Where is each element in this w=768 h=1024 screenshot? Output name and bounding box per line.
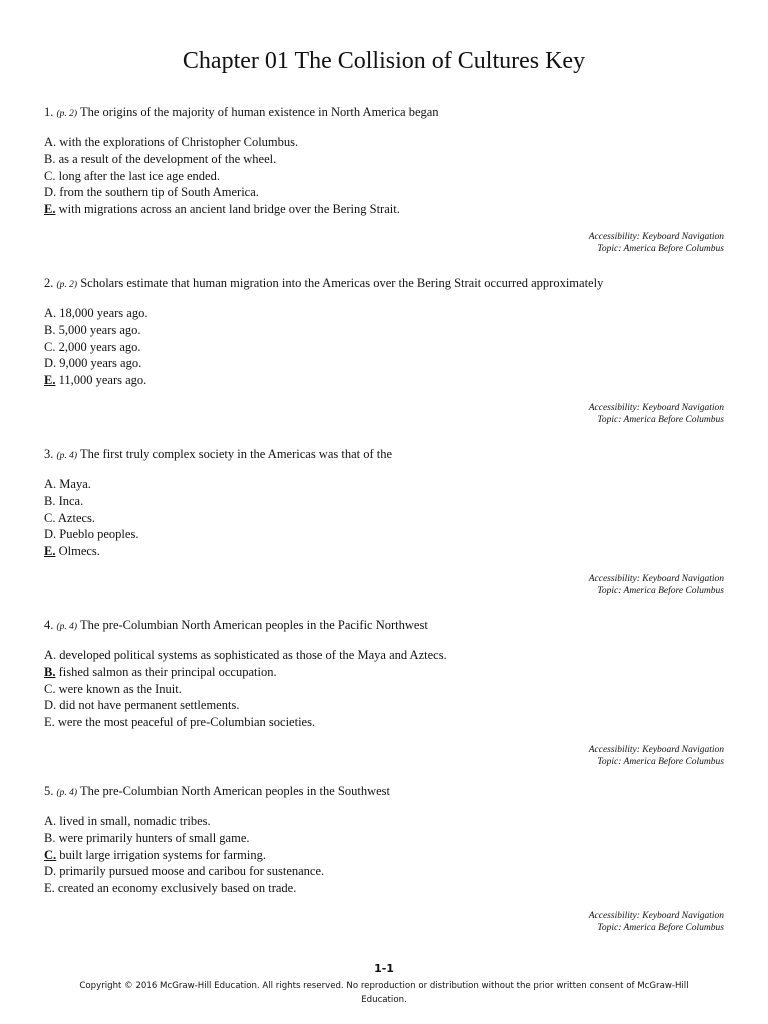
page-reference: (p. 4) [56,622,78,632]
question-number: 2. [44,276,54,290]
question-stem [44,275,724,293]
answer-option-b [44,664,724,681]
answer-option-a [44,647,724,664]
answer-option-e [44,714,724,731]
option-text: built large irrigation systems for farming. [59,847,266,862]
question-text: The pre-Columbian North American peoples in the Pacific Northwest [79,618,428,632]
option-letter: A. [44,135,57,149]
question-3 [44,446,724,597]
correct-answer-letter: E. [44,544,56,559]
question-number: 5. [44,784,54,798]
page-reference: (p. 2) [56,109,78,119]
question-5 [44,783,724,934]
option-text: 5,000 years ago. [58,322,141,337]
correct-answer-letter: C. [44,847,57,862]
question-stem [44,617,724,635]
answer-option-e [44,201,724,218]
page-reference: (p. 4) [56,451,78,461]
answer-option-e [44,372,724,389]
answer-options [44,647,724,731]
answer-option-d [44,526,724,543]
topic-tag: Topic: America Before Columbus [597,414,724,425]
option-letter: D. [44,698,57,713]
option-letter: D. [44,527,57,542]
question-text: The first truly complex society in the Americas was that of the [79,447,393,461]
option-text: with the explorations of Christopher Columbus. [59,135,299,149]
option-text: were the most peaceful of pre-Columbian societies. [57,715,316,730]
question-2 [44,275,724,426]
answer-option-b [44,151,724,168]
option-letter: A. [44,477,57,491]
option-letter: A. [44,648,57,662]
option-text: long after the last ice age ended. [58,168,220,183]
answer-option-a [44,813,724,830]
correct-answer-letter: B. [44,664,56,679]
option-text: lived in small, nomadic tribes. [59,814,211,828]
option-text: 2,000 years ago. [58,339,141,354]
answer-option-b [44,493,724,510]
answer-option-b [44,830,724,847]
option-text: 11,000 years ago. [58,373,147,388]
question-metadata [44,573,724,597]
option-text: Olmecs. [58,544,100,559]
correct-answer-letter: E. [44,373,56,388]
answer-option-e [44,880,724,897]
answer-options [44,476,724,560]
option-letter: B. [44,493,56,508]
answer-options [44,305,724,389]
option-text: did not have permanent settlements. [59,698,240,713]
question-metadata [44,910,724,934]
page-reference: (p. 2) [56,280,78,290]
accessibility-tag: Accessibility: Keyboard Navigation [588,744,724,755]
option-letter: D. [44,864,57,879]
option-text: 9,000 years ago. [59,356,142,371]
answer-option-d [44,355,724,372]
answer-option-e [44,543,724,560]
answer-option-c [44,510,724,527]
answer-option-a [44,476,724,493]
option-letter: B. [44,830,56,845]
page-reference: (p. 4) [56,788,78,798]
correct-answer-letter: E. [44,202,56,217]
topic-tag: Topic: America Before Columbus [597,756,724,767]
option-letter: C. [44,168,56,183]
question-text: The pre-Columbian North American peoples in the Southwest [79,784,390,798]
copyright-notice: Copyright © 2016 McGraw-Hill Education. All rights reserved. No reproduction or distribution without the prior written consent of McGraw-Hill Education. [79,981,689,1005]
question-metadata [44,231,724,255]
accessibility-tag: Accessibility: Keyboard Navigation [588,231,724,242]
option-letter: C. [44,681,56,696]
answer-option-d [44,184,724,201]
topic-tag: Topic: America Before Columbus [597,243,724,254]
option-letter: E. [44,881,55,896]
option-text: were known as the Inuit. [58,681,182,696]
question-4 [44,617,724,768]
option-text: from the southern tip of South America. [59,185,259,200]
option-letter: D. [44,356,57,371]
option-text: as a result of the development of the wheel. [58,151,277,166]
option-letter: B. [44,151,56,166]
answer-options [44,134,724,218]
answer-option-d [44,863,724,880]
answer-option-c [44,168,724,185]
option-text: Pueblo peoples. [59,527,139,542]
answer-option-a [44,134,724,151]
option-text: created an economy exclusively based on trade. [57,881,297,896]
question-number: 4. [44,618,54,632]
question-number: 1. [44,105,54,119]
question-metadata [44,402,724,426]
option-text: Maya. [59,477,91,491]
option-text: were primarily hunters of small game. [58,830,250,845]
option-text: developed political systems as sophisticated as those of the Maya and Aztecs. [59,648,447,662]
question-stem [44,783,724,801]
option-text: Aztecs. [57,510,96,525]
option-text: primarily pursued moose and caribou for sustenance. [59,864,325,879]
answer-option-c [44,339,724,356]
accessibility-tag: Accessibility: Keyboard Navigation [588,402,724,413]
accessibility-tag: Accessibility: Keyboard Navigation [588,573,724,584]
question-stem [44,104,724,122]
option-text: Inca. [58,493,84,508]
question-metadata [44,744,724,768]
accessibility-tag: Accessibility: Keyboard Navigation [588,910,724,921]
answer-options [44,813,724,897]
option-letter: D. [44,185,57,200]
option-text: fished salmon as their principal occupation. [58,664,277,679]
answer-option-b [44,322,724,339]
option-letter: A. [44,814,57,828]
question-1 [44,104,724,255]
option-letter: E. [44,715,55,730]
topic-tag: Topic: America Before Columbus [597,922,724,933]
option-text: 18,000 years ago. [59,306,148,320]
option-letter: C. [44,510,56,525]
question-text: The origins of the majority of human existence in North America began [79,105,439,119]
answer-option-c [44,681,724,698]
question-text: Scholars estimate that human migration into the Americas over the Bering Strait occurred approximately [80,276,604,290]
answer-option-d [44,697,724,714]
question-stem [44,446,724,464]
answer-option-a [44,305,724,322]
answer-option-c [44,847,724,864]
option-letter: B. [44,322,56,337]
question-number: 3. [44,447,54,461]
option-letter: A. [44,306,57,320]
option-letter: C. [44,339,56,354]
page-title: Chapter 01 The Collision of Cultures Key [182,48,586,74]
option-text: with migrations across an ancient land bridge over the Bering Strait. [58,202,400,217]
topic-tag: Topic: America Before Columbus [597,585,724,596]
page-number: 1-1 [374,962,394,975]
